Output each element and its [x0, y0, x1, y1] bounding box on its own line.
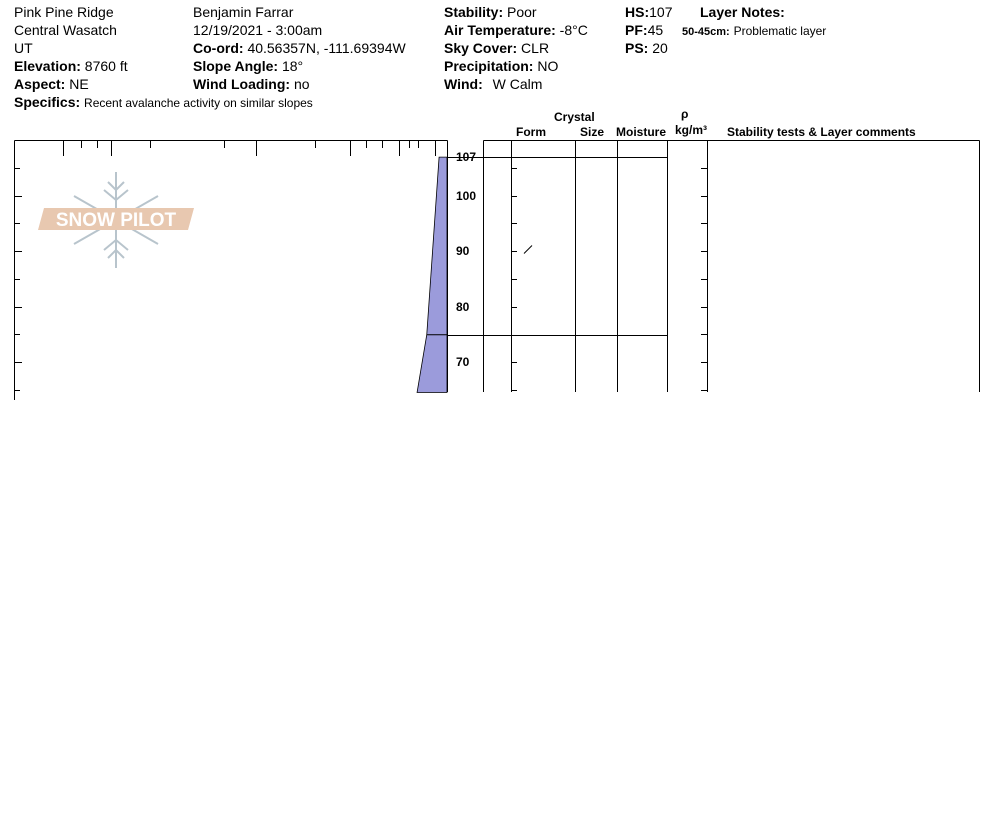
moisture-header: Moisture [616, 125, 667, 139]
logo-text: SNOW PILOT [55, 210, 177, 231]
layer-note-text: Problematic layer [733, 24, 827, 38]
pf-value: 45 [647, 22, 664, 38]
sky-label: Sky Cover: [444, 40, 518, 56]
crystal-symbols [524, 246, 532, 254]
precip-value: NO [537, 58, 559, 74]
ps-value: 20 [652, 40, 668, 56]
depth-label-80: 80 [456, 300, 470, 314]
aspect-label: Aspect: [14, 76, 66, 92]
hs-value: 107 [649, 4, 673, 20]
stability-value: Poor [507, 4, 537, 20]
air-temp-label: Air Temperature: [444, 22, 556, 38]
slope-label: Slope Angle: [193, 58, 279, 74]
pf-label: PF: [625, 22, 648, 38]
depth-label-70: 70 [456, 355, 470, 369]
sky-value: CLR [521, 40, 550, 56]
layer-table-frame [484, 141, 980, 393]
density-unit-header: kg/m³ [675, 123, 708, 137]
precip-label: Precipitation: [444, 58, 534, 74]
hardness-top-ticks [64, 140, 436, 156]
stability-label: Stability: [444, 4, 504, 20]
hardness-profile [417, 157, 447, 392]
size-header: Size [580, 125, 605, 139]
layer-boundaries [447, 158, 667, 336]
crystal-form-symbol [524, 246, 532, 254]
depth-label-90: 90 [456, 244, 470, 258]
wind-label: Wind: [444, 76, 483, 92]
table-depth-ticks [511, 169, 707, 391]
wind-loading-value: no [293, 76, 310, 92]
hardness-left-ticks [14, 169, 22, 391]
aspect-value: NE [69, 76, 89, 92]
wind-loading-label: Wind Loading: [193, 76, 291, 92]
coord-label: Co-ord: [193, 40, 244, 56]
slope-value: 18° [281, 58, 304, 74]
hardness-frame [15, 141, 448, 401]
observation-datetime: 12/19/2021 - 3:00am [193, 22, 323, 38]
elevation-label: Elevation: [14, 58, 81, 74]
ps-label: PS: [625, 40, 649, 56]
location-name: Pink Pine Ridge [14, 4, 114, 20]
wind-value: W Calm [492, 76, 543, 92]
rho-header: ρ [681, 107, 689, 121]
air-temp-value: -8°C [559, 22, 588, 38]
depth-label-107: 107 [456, 150, 477, 164]
comments-header: Stability tests & Layer comments [727, 125, 916, 139]
elevation-value: 8760 ft [84, 58, 128, 74]
layer-notes-title: Layer Notes: [700, 4, 785, 20]
layer-note-range: 50-45cm: [682, 26, 730, 38]
crystal-header: Crystal [554, 110, 595, 124]
snowpilot-logo [38, 172, 194, 268]
hardness-area [417, 157, 447, 392]
specifics-value: Recent avalanche activity on similar slopes [84, 96, 313, 110]
state: UT [14, 40, 33, 56]
mountain-range: Central Wasatch [14, 22, 117, 38]
observer-name: Benjamin Farrar [193, 4, 294, 20]
specifics-label: Specifics: [14, 94, 81, 110]
depth-label-100: 100 [456, 189, 477, 203]
coord-value: 40.56357N, -111.69394W [247, 40, 406, 56]
hs-label: HS: [625, 4, 650, 20]
form-header: Form [516, 125, 546, 139]
